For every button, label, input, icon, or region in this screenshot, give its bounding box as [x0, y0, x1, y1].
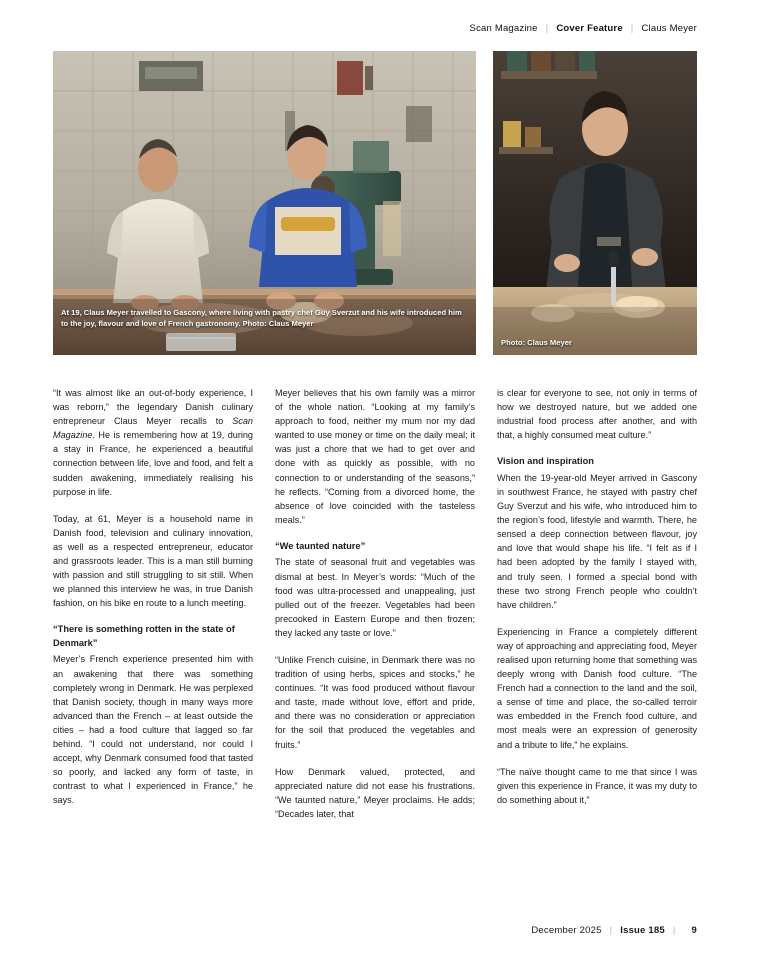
column-1	[53, 386, 253, 911]
bakery-photo-caption: At 19, Claus Meyer travelled to Gascony, where living with pastry chef Guy Sverzut and his wife introduced him to the joy, flavour and love of French gastronomy. Photo: Claus Meyer	[61, 308, 462, 328]
paragraph: The state of seasonal fruit and vegetables was dismal at best. In Meyer’s words: “Much of the food was ultra-processed and unappealing, just pulled out of the freezer. Vegetables had been precooked in Eastern Europe and then frozen; they lacked any taste or love.”	[275, 557, 475, 638]
footer-separator-2: |	[672, 925, 676, 936]
footer-date: December 2025	[531, 925, 602, 936]
header-section: Cover Feature	[556, 22, 623, 34]
paragraph: Meyer’s French experience presented him with an awakening that there was something completely wrong in Denmark. He was perplexed that Danish society, though in many ways more advanced than the French – at least outside the cities – had a food culture that lagged so far behind. “I could not understand, nor could I accept, why Denmark consumed food that tasted so poorly, and lacked any form of taste, in contrast to what I experienced in France,” he says.	[53, 654, 253, 806]
chef-portrait-graphic	[493, 51, 697, 355]
paragraph: “Unlike French cuisine, in Denmark there was no tradition of using herbs, spices and stocks,” he continues. “It was food produced without flavour and taste, made without love, effort and pride, and there was no consideration or appreciation for the soil that produced the vegetables and fruits.”	[275, 655, 475, 750]
subheading: “There is something rotten in the state of Denmark”	[53, 624, 235, 648]
footer-issue: Issue 185	[620, 925, 665, 936]
chef-portrait-caption: Photo: Claus Meyer	[501, 337, 572, 347]
header-magazine-name: Scan Magazine	[469, 22, 538, 34]
paragraph: When the 19-year-old Meyer arrived in Gascony in southwest France, he stayed with pastry chef Guy Sverzut and his wife, who introduced him to the region’s food, lifestyle and warmth. There, he sensed a deep connection between flavour, joy and love that would shape his life. “I felt as if I had been adopted by the family I stayed with, and truly seen. I formed a special bond with these two strong French people who couldn’t have children.”	[497, 472, 697, 610]
publication-name: Scan Magazine	[53, 416, 253, 441]
paragraph: How Denmark valued, protected, and appreciated nature did not ease his frustrations. “We taunted nature,” Meyer proclaims. He adds; “Decades later, that	[275, 766, 475, 819]
paragraph: is clear for everyone to see, not only in terms of how we destroyed nature, but we added one industrial food process after another, and with that, a highly consumed meat culture.”	[497, 388, 697, 441]
paragraph: Meyer believes that his own family was a mirror of the whole nation. “Looking at my family’s approach to food, neither my mum nor my dad wanted to use money or time on the daily meal; it was just a chore that we had to get over and done with as quickly as possible, with no connection to or understanding of the seasons,” he reflects. “Coming from a divorced home, the absence of love coincided with the tasteless meals.”	[275, 388, 475, 525]
paragraph-text: “It was almost like an out-of-body experience, I was reborn,” the legendary Danish culinary entrepreneur Claus Meyer recalls to	[53, 388, 253, 427]
header-separator-1: |	[545, 22, 549, 34]
paragraph: Experiencing in France a completely different way of approaching and appreciating food, Meyer realised upon returning home that something was deeply wrong with Danish food culture. “The French had a connection to the land and the soil, a sense of time and place, the so-called terroir was embedded in the French food culture, and most meals were an expression of generosity and a tribute to life,” he explains.	[497, 626, 697, 750]
article-body	[53, 386, 697, 911]
chef-portrait-photo	[493, 51, 697, 355]
bakery-photo	[53, 51, 476, 355]
page-footer	[53, 925, 697, 936]
paragraph: Today, at 61, Meyer is a household name in Danish food, television and culinary innovation, as well as a respected entrepreneur, educator and grassroots leader. This is a man still burning with passion and still struggling to sit still. When we planned this interview he was, in true Danish fashion, on his bike en route to a lunch meeting.	[53, 513, 253, 609]
paragraph	[53, 386, 253, 499]
header-separator-2: |	[630, 22, 634, 34]
header-subject: Claus Meyer	[641, 22, 697, 34]
paragraph-text-cont: . He is remembering how at 19, during a stay in France, he experienced a beautiful connection between life, love and food, and felt a sudden awakening, immediately realising his purpose in life.	[53, 430, 253, 497]
subheading: “We taunted nature”	[275, 540, 366, 551]
page-header	[53, 20, 697, 36]
column-2	[275, 386, 475, 911]
paragraph: “The naïve thought came to me that since I was given this experience in France, it was my duty to do something about it,”	[497, 766, 697, 805]
footer-separator-1: |	[609, 925, 613, 936]
page-number: 9	[691, 925, 697, 936]
subheading: Vision and inspiration	[497, 456, 594, 467]
column-3	[497, 386, 697, 911]
